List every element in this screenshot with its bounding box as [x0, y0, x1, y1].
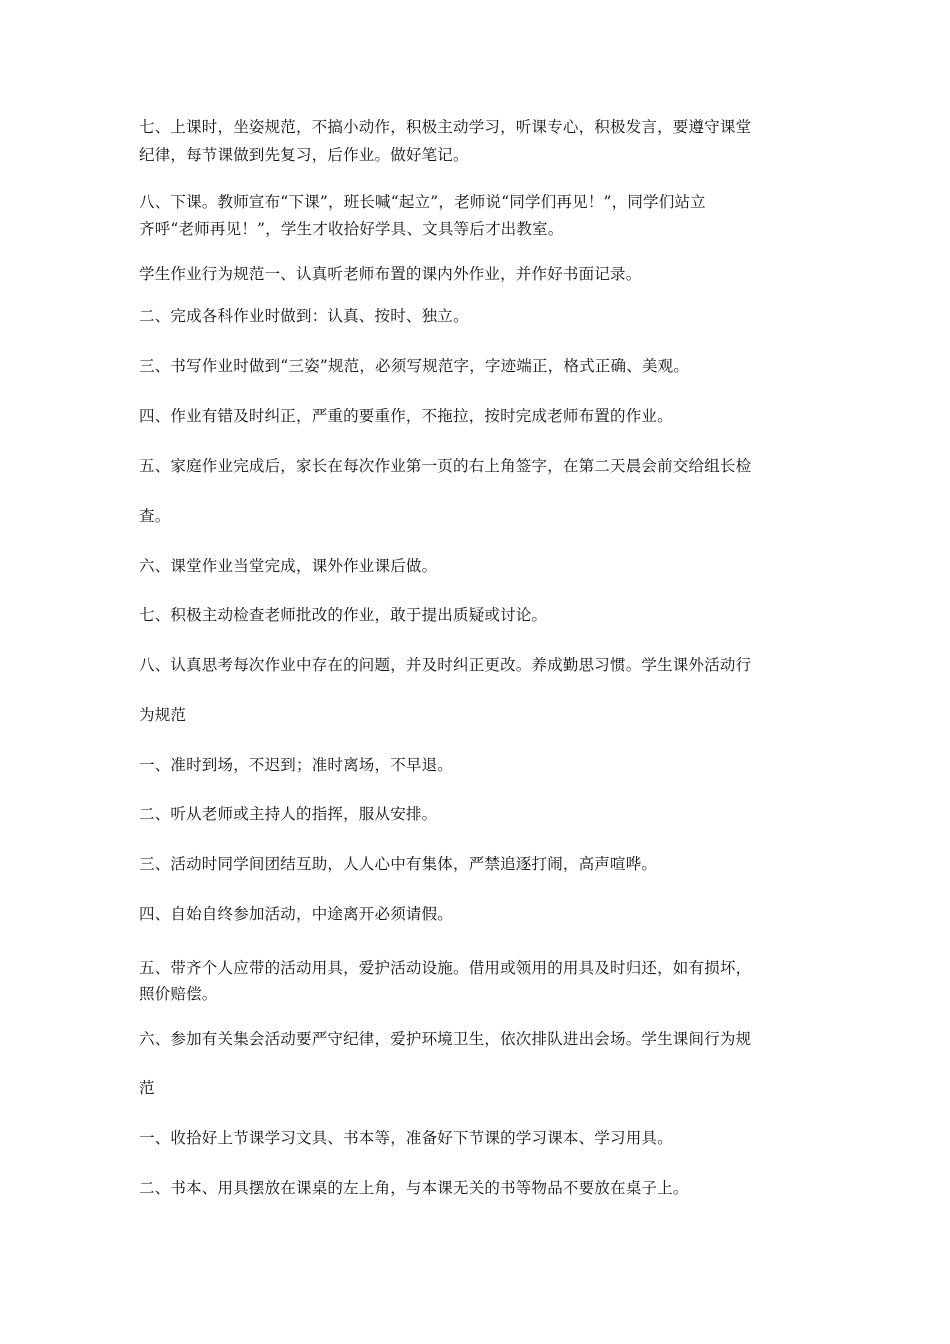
- text-line: 四、自始自终参加活动，中途离开必须请假。: [139, 905, 454, 923]
- text-line: 三、书写作业时做到“三姿”规范，必须写规范字，字迹端正，格式正确、美观。: [139, 357, 690, 375]
- text-line: 学生作业行为规范一、认真听老师布置的课内外作业，并作好书面记录。: [139, 265, 642, 283]
- text-line: 照价赔偿。: [139, 985, 218, 1003]
- text-line: 五、带齐个人应带的活动用具，爱护活动设施。借用或领用的用具及时归还，如有损坏，: [139, 959, 752, 977]
- text-line: 一、准时到场，不迟到；准时离场，不早退。: [139, 756, 454, 774]
- text-line: 查。: [139, 507, 171, 525]
- text-line: 八、下课。教师宣布“下课”，班长喊“起立”，老师说“同学们再见！”，同学们站立: [139, 193, 706, 211]
- text-line: 八、认真思考每次作业中存在的问题，并及时纠正更改。养成勤思习惯。学生课外活动行: [139, 656, 752, 674]
- text-line: 七、积极主动检查老师批改的作业，敢于提出质疑或讨论。: [139, 606, 548, 624]
- text-line: 六、课堂作业当堂完成，课外作业课后做。: [139, 557, 438, 575]
- text-line: 四、作业有错及时纠正，严重的要重作，不拖拉，按时完成老师布置的作业。: [139, 407, 673, 425]
- text-line: 二、书本、用具摆放在课桌的左上角，与本课无关的书等物品不要放在桌子上。: [139, 1179, 689, 1197]
- text-line: 二、听从老师或主持人的指挥，服从安排。: [139, 805, 438, 823]
- text-line: 六、参加有关集会活动要严守纪律，爱护环境卫生，依次排队进出会场。学生课间行为规: [139, 1030, 752, 1048]
- text-line: 为规范: [139, 706, 187, 724]
- text-line: 范: [139, 1079, 155, 1097]
- text-line: 七、上课时，坐姿规范，不搞小动作，积极主动学习，听课专心，积极发言，要遵守课堂: [139, 118, 752, 136]
- text-line: 一、收拾好上节课学习文具、书本等，准备好下节课的学习课本、学习用具。: [139, 1129, 673, 1147]
- text-line: 齐呼“老师再见！”，学生才收拾好学具、文具等后才出教室。: [139, 220, 564, 238]
- text-line: 二、完成各科作业时做到：认真、按时、独立。: [139, 307, 469, 325]
- text-line: 三、活动时同学间团结互助，人人心中有集体，严禁追逐打闹，高声喧哗。: [139, 855, 658, 873]
- text-line: 纪律，每节课做到先复习，后作业。做好笔记。: [139, 146, 469, 164]
- text-line: 五、家庭作业完成后，家长在每次作业第一页的右上角签字，在第二天晨会前交给组长检: [139, 457, 752, 475]
